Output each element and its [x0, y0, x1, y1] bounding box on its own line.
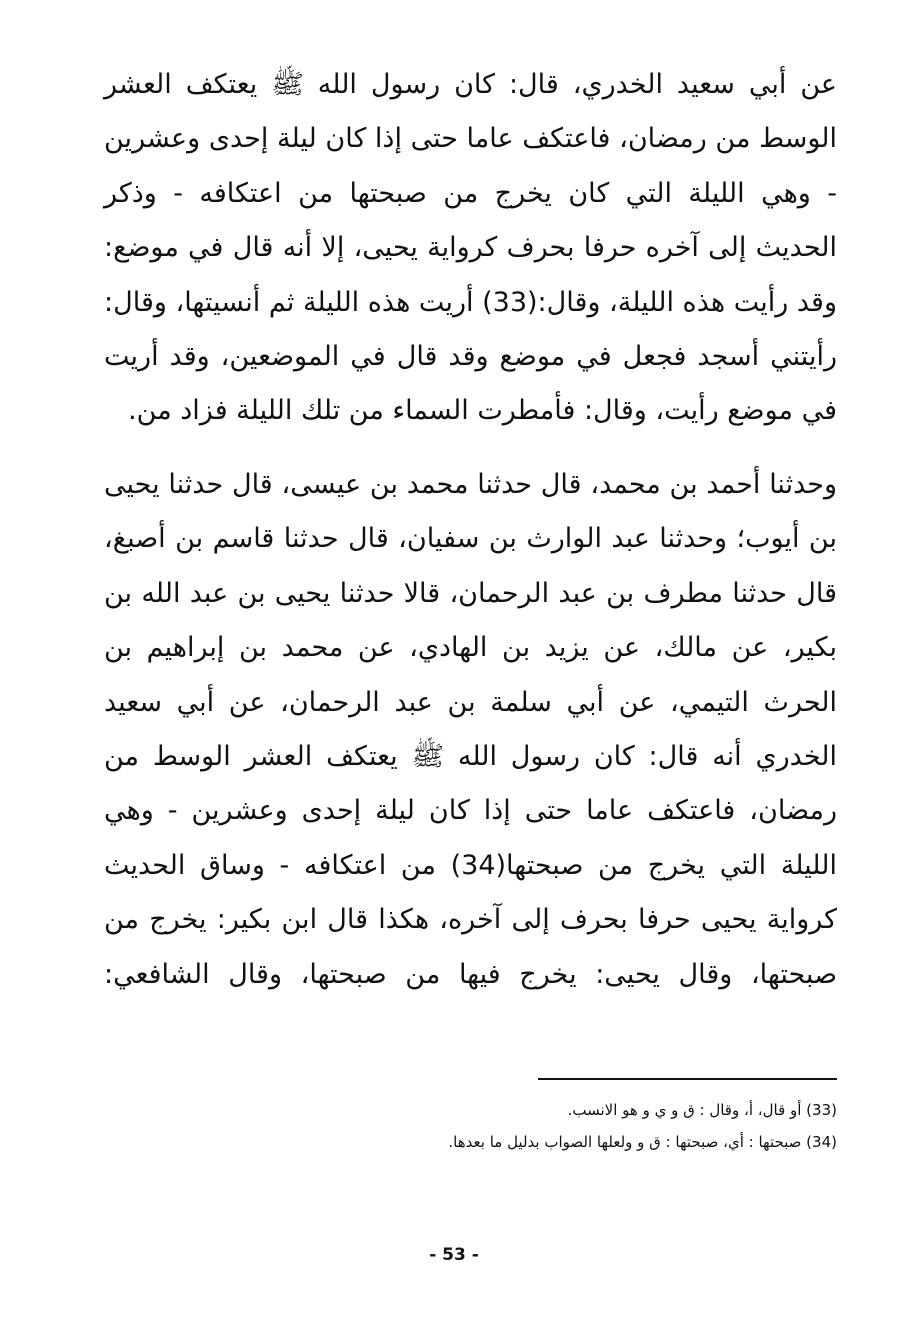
- footnote-separator: [538, 1078, 837, 1080]
- paragraph-2: وحدثنا أحمد بن محمد، قال حدثنا محمد بن عيسى، قال حدثنا يحيى بن أيوب؛ وحدثنا عبد الوارث بن سفيان، قال حدثنا قاسم بن أصبغ، قال حدثنا مطرف بن عبد الرحمان، قالا حدثنا يحيى بن عبد الله بن بكير، عن مالك، عن يزيد بن الهادي، عن محمد بن إبراهيم بن الحرث التيمي، عن أبي سلمة بن عبد الرحمان، عن أبي سعيد الخدري أنه قال: كان رسول الله ﷺ يعتكف العشر الوسط من رمضان، فاعتكف عاما حتى إذا كان ليلة إحدى وعشرين - وهي الليلة التي يخرج من صبحتها(34) من اعتكافه - وساق الحديث كرواية يحيى حرفا بحرف إلى آخره، هكذا قال ابن بكير: يخرج من صبحتها، وقال يحيى: يخرج فيها من صبحتها، وقال الشافعي:: [104, 469, 837, 990]
- paragraph-1: عن أبي سعيد الخدري، قال: كان رسول الله ﷺ يعتكف العشر الوسط من رمضان، فاعتكف عاما حتى إذا كان ليلة إحدى وعشرين - وهي الليلة التي كان يخرج من صبحتها من اعتكافه - وذكر الحديث إلى آخره حرفا بحرف كرواية يحيى، إلا أنه قال في موضع: وقد رأيت هذه الليلة، وقال:(33) أريت هذه الليلة ثم أنسيتها، وقال: رأيتني أسجد فجعل في موضع وقد قال في الموضعين، وقد أريت في موضع رأيت، وقال: فأمطرت السماء من تلك الليلة فزاد من.: [104, 69, 837, 427]
- footnote-34: (34) صبحتها : أي، صبحتها : ق و ولعلها الصواب بدليل ما بعدها.: [448, 1133, 837, 1151]
- footnotes: [330, 1094, 837, 1158]
- footnote-33: (33) أو قال، أ، وقال : ق و ي و هو الانسب.: [567, 1101, 837, 1119]
- page-number: - 53 -: [429, 1245, 479, 1265]
